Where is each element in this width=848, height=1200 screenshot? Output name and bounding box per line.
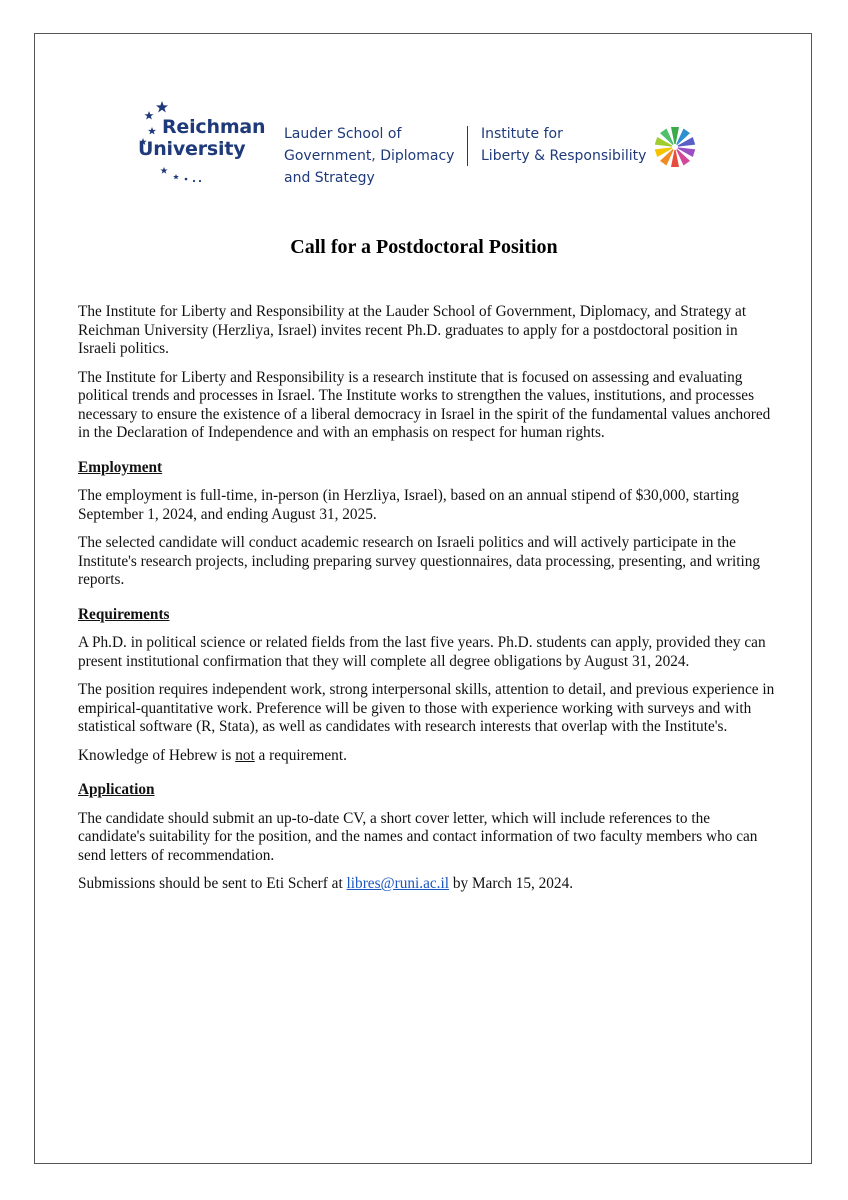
school-name-line1: Lauder School of	[284, 126, 402, 142]
employment-paragraph-2: The selected candidate will conduct academic research on Israeli politics and will actively participate in the Institute's research projects, including preparing survey questionnaires, data processing, presenting, and writing reports.	[78, 534, 761, 588]
application-heading: Application	[78, 781, 155, 798]
requirements-heading: Requirements	[78, 605, 170, 623]
university-name-line2: University	[138, 138, 246, 160]
application-paragraph-2	[78, 875, 778, 894]
institute-name-line1: Institute for	[481, 126, 563, 142]
school-name	[284, 123, 454, 189]
header-divider	[467, 126, 468, 166]
school-name-line3: and Strategy	[284, 170, 375, 186]
submission-text-before: Submissions should be sent to Eti Scherf at	[78, 875, 347, 892]
email-link[interactable]: libres@runi.ac.il	[346, 875, 449, 892]
institute-name-line2: Liberty & Responsibility	[481, 148, 647, 164]
letterhead	[138, 98, 718, 188]
hebrew-text-after: a requirement.	[254, 746, 347, 764]
hebrew-emphasis: not	[235, 746, 255, 764]
university-name	[138, 116, 265, 160]
submission-text-after: by March 15, 2024.	[449, 875, 574, 892]
requirements-paragraph-3	[78, 747, 778, 766]
document-body	[78, 303, 778, 904]
page-title: Call for a Postdoctoral Position	[290, 236, 558, 258]
university-name-line1: Reichman	[162, 116, 266, 138]
intro-paragraph-2: The Institute for Liberty and Responsibility is a research institute that is focused on assessing and evaluating political trends and processes in Israel. The Institute works to strengthen the values, institutions, and processes necessary to ensure the existence of a liberal democracy in Israel in the spirit of the fundamental values anchored in the Declaration of Independence and with an emphasis on respect for human rights.	[78, 368, 771, 441]
intro-paragraph-1: The Institute for Liberty and Responsibility at the Lauder School of Government, Diplomacy, and Strategy at Reichman University (Herzliya, Israel) invites recent Ph.D. graduates to apply for a postdoctoral position in Israeli politics.	[78, 303, 747, 357]
application-paragraph-1: The candidate should submit an up-to-date CV, a short cover letter, which will include references to the candidate's suitability for the position, and the names and contact information of two faculty members who can send letters of recommendation.	[78, 809, 758, 864]
school-name-line2: Government, Diplomacy	[284, 148, 455, 164]
flower-logo	[643, 122, 707, 172]
requirements-paragraph-1: A Ph.D. in political science or related fields from the last five years. Ph.D. students can apply, provided they can present institutional confirmation that they will complete all degree obligations by August 31, 2024.	[78, 634, 766, 670]
hebrew-text-before: Knowledge of Hebrew is	[78, 746, 236, 764]
institute-name	[481, 123, 646, 167]
requirements-paragraph-2: The position requires independent work, strong interpersonal skills, attention to detail, and previous experience in empirical-quantitative work. Preference will be given to those with experience working with surveys and with statistical software (R, Stata), as well as candidates with research interests that overlap with the Institute's.	[78, 681, 775, 735]
employment-heading: Employment	[78, 458, 163, 476]
employment-paragraph-1: The employment is full-time, in-person (in Herzliya, Israel), based on an annual stipend of $30,000, starting September 1, 2024, and ending August 31, 2025.	[78, 487, 739, 523]
